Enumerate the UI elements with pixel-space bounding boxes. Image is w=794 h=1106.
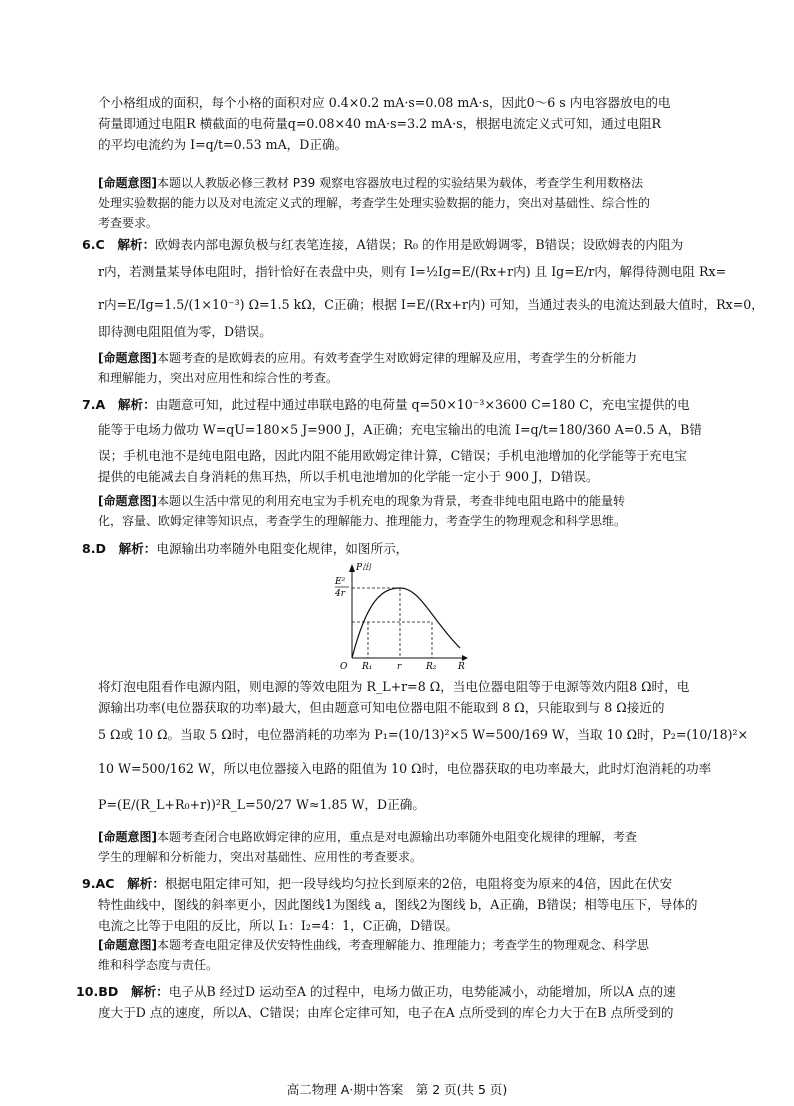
q9-line: 特性曲线中，图线的斜率更小，因此图线1为图线 a，图线2为图线 b，A正确，B错误；相等电压下，导体的	[98, 897, 698, 912]
note-line: 和理解能力，突出对应用性和综合性的考查。	[98, 371, 339, 385]
q7-line: 误；手机电池不是纯电阻电路，因此内阻不能用欧姆定律计算，C错误；手机电池增加的化学能等于充电宝	[98, 448, 687, 463]
q9-answer: 9.AC	[82, 876, 115, 891]
note-line: 本题以生活中常见的利用充电宝为手机充电的现象为背景，考查非纯电阻电路中的能量转	[156, 494, 625, 508]
R-axis-label: R	[458, 662, 465, 672]
q8-paragraph	[98, 676, 749, 823]
note-line: 学生的理解和分析能力，突出对基础性、应用性的考查要求。	[98, 850, 423, 864]
note-line: 维和科学态度与责任。	[98, 958, 219, 972]
intro-paragraph	[98, 92, 710, 155]
note-tag: [命题意图]	[98, 494, 157, 508]
note-line: 本题以人教版必修三教材 P39 观察电容器放电过程的实验结果为载体，考查学生利用数格法	[156, 176, 644, 190]
q6-answer: 6.C	[82, 237, 105, 252]
note-line: 处理实验数据的能力以及对电流定义式的理解，考查学生处理实验数据的能力，突出对基础性、综合性的	[98, 196, 651, 210]
intro-note	[98, 173, 710, 233]
note-line: 本题考查闭合电路欧姆定律的应用，重点是对电源输出功率随外电阻变化规律的理解，考查	[156, 830, 637, 844]
q6-line: 欧姆表内部电源负极与红表笔连接，A错误；R₀ 的作用是欧姆调零，B错误；设欧姆表的内阻为	[155, 237, 684, 252]
q6-paragraph	[82, 234, 764, 342]
q8-first	[82, 538, 710, 559]
note-line: 本题考查电阻定律及伏安特性曲线，考查理解能力、推理能力；考查学生的物理观念、科学思	[156, 938, 649, 952]
q8-line: 源输出功率(电位器获取的功率)最大，但由题意可知电位器电阻不能取到 8 Ω，只能取到与 8 Ω接近的	[98, 700, 665, 715]
note-line: 考查要求。	[98, 216, 159, 230]
q10-paragraph	[76, 981, 710, 1023]
note-tag: [命题意图]	[98, 176, 157, 190]
note-tag: [命题意图]	[98, 938, 157, 952]
note-tag: [命题意图]	[98, 351, 157, 365]
q6-label: 解析：	[117, 237, 156, 252]
q7-paragraph	[82, 394, 710, 487]
q7-note	[98, 491, 710, 531]
peak-denominator: 4r	[335, 589, 346, 599]
y-axis-label: P出	[356, 563, 372, 573]
q7-label: 解析：	[117, 397, 156, 412]
q8-line: P=(E/(R_L+R₀+r))²R_L=50/27 W≈1.85 W，D正确。	[98, 797, 425, 812]
q8-note	[98, 827, 710, 867]
r-label: r	[397, 662, 402, 672]
note-line: 本题考查的是欧姆表的应用。有效考查学生对欧姆定律的理解及应用，考查学生的分析能力	[156, 351, 637, 365]
intro-line: 个小格组成的面积，每个小格的面积对应 0.4×0.2 mA·s=0.08 mA·s，因此0～6 s 内电容器放电的电	[98, 95, 671, 110]
q6-line: 即待测电阻阻值为零，D错误。	[98, 324, 272, 339]
q6-note	[98, 348, 710, 388]
r2-label: R₂	[426, 662, 437, 672]
intro-line: 荷量即通过电阻R 横截面的电荷量q=0.08×40 mA·s=3.2 mA·s，根据电流定义式可知，通过电阻R	[98, 116, 662, 131]
peak-numerator: E²	[335, 577, 346, 587]
q9-note	[98, 935, 710, 975]
q9-paragraph	[82, 873, 710, 936]
note-line: 化，容量、欧姆定律等知识点，考查学生的理解能力、推理能力，考查学生的物理观念和科学思维。	[98, 514, 627, 528]
power-vs-resistance-graph	[332, 560, 472, 672]
q7-line: 能等于电场力做功 W=qU=180×5 J=900 J，A正确；充电宝输出的电流 I=q/t=180/360 A=0.5 A，B错	[98, 422, 702, 437]
q10-label: 解析：	[130, 984, 169, 999]
q9-line: 根据电阻定律可知，把一段导线均匀拉长到原来的2倍，电阻将变为原来的4倍，因此在伏安	[164, 876, 673, 891]
q9-label: 解析：	[127, 876, 165, 891]
q10-answer: 10.BD	[76, 984, 119, 999]
page-footer: 高二物理 A·期中答案 第 2 页(共 5 页)	[286, 1082, 508, 1097]
q10-line: 电子从B 经过D 运动至A 的过程中，电场力做正功，电势能减小，动能增加，所以A 点的速	[168, 984, 676, 999]
q6-line: r内，若测量某导体电阻时，指针恰好在表盘中央，则有 I=½Ig=E/(Rx+r内) 且 Ig=E/r内，解得待测电阻 Rx=	[98, 264, 727, 279]
q8-label: 解析：	[118, 541, 157, 556]
x-axis-arrow	[462, 655, 468, 661]
q8-first-line: 电源输出功率随外电阻变化规律，如图所示，	[156, 541, 409, 556]
q10-line: 度大于D 点的速度，所以A、C错误；由库仑定律可知，电子在A 点所受到的库仑力大于在B 点所受到的	[98, 1005, 674, 1020]
y-axis-arrow	[349, 564, 355, 572]
intro-line: 的平均电流约为 I=q/t=0.53 mA，D正确。	[98, 137, 348, 152]
q7-line: 由题意可知，此过程中通过串联电路的电荷量 q=50×10⁻³×3600 C=180 C，充电宝提供的电	[155, 397, 690, 412]
q8-answer: 8.D	[82, 541, 107, 556]
q7-answer: 7.A	[82, 397, 106, 412]
origin-label: O	[340, 662, 348, 672]
r1-label: R₁	[362, 662, 373, 672]
q8-line: 10 W=500/162 W，所以电位器接入电路的阻值为 10 Ω时，电位器获取的电功率最大，此时灯泡消耗的功率	[98, 761, 712, 776]
q6-line: r内=E/Ig=1.5/(1×10⁻³) Ω=1.5 kΩ，C正确；根据 I=E/(Rx+r内) 可知，当通过表头的电流达到最大值时，Rx=0，	[98, 297, 764, 312]
q7-line: 提供的电能减去自身消耗的焦耳热，所以手机电池增加的化学能一定小于 900 J，D错误。	[98, 469, 599, 484]
note-tag: [命题意图]	[98, 830, 157, 844]
q9-line: 电流之比等于电阻的反比，所以 I₁：I₂=4：1，C正确，D错误。	[98, 918, 459, 933]
q8-line: 5 Ω或 10 Ω。当取 5 Ω时，电位器消耗的功率为 P₁=(10/13)²×5 W=500/169 W，当取 10 Ω时，P₂=(10/18)²×	[98, 727, 749, 742]
q8-line: 将灯泡电阻看作电源内阻，则电源的等效电阻为 R_L+r=8 Ω，当电位器电阻等于电源等效内阻8 Ω时，电	[98, 679, 690, 694]
